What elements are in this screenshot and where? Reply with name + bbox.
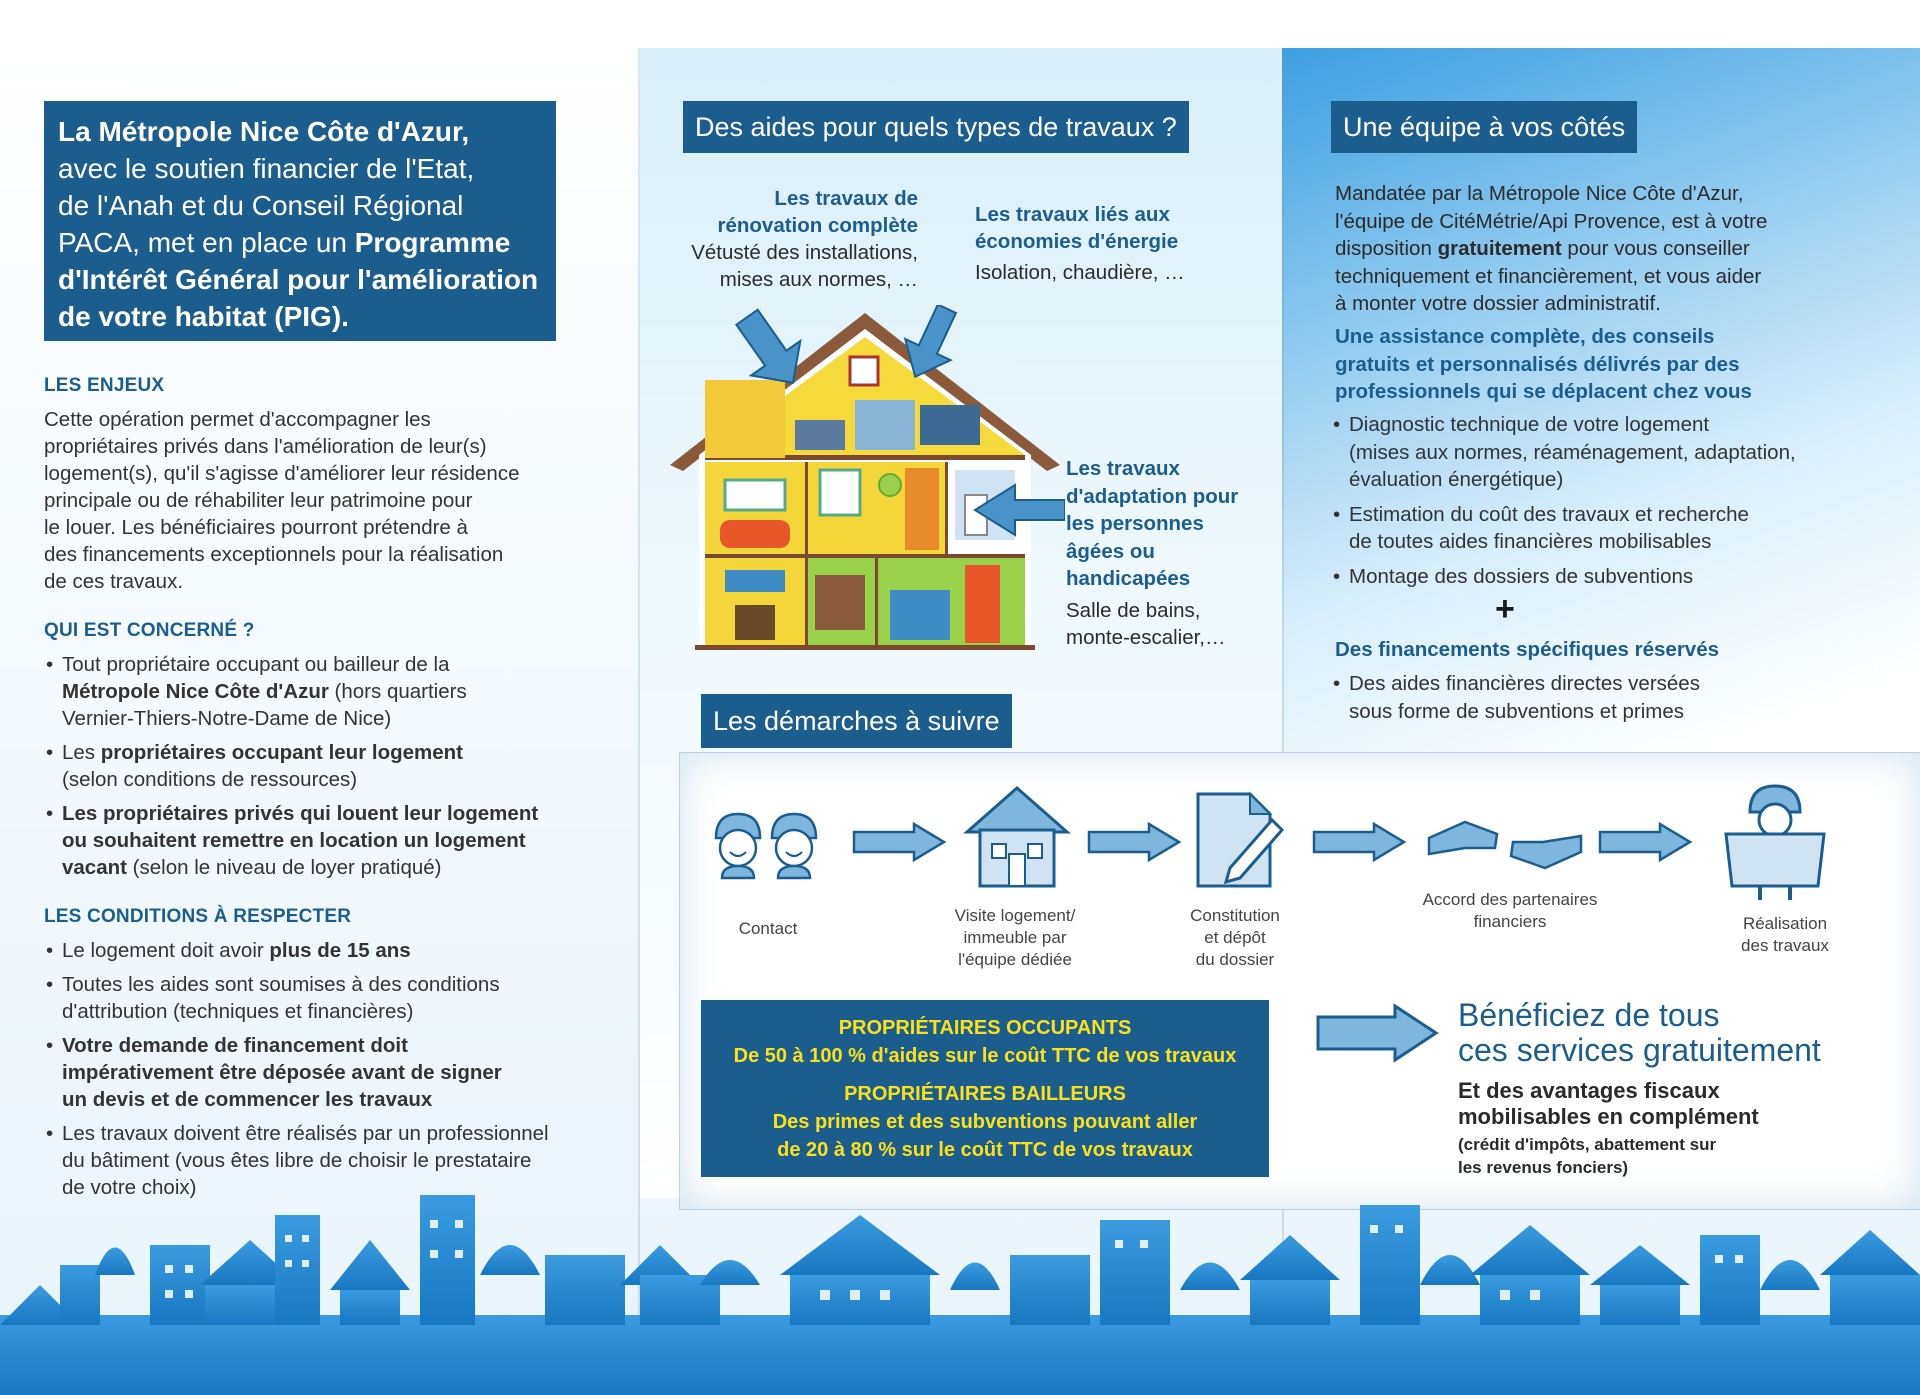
equipe-line-bold: gratuitement: [1437, 237, 1562, 260]
list-line: • Montage des dossiers de subventions: [1349, 564, 1694, 588]
list-line: • Tout propriétaire occupant ou bailleur de la: [62, 653, 450, 676]
plus-sign: +: [1495, 590, 1515, 628]
list-item: [44, 1120, 624, 1201]
list-item: [1331, 411, 1901, 494]
energie-title: économies d'énergie: [975, 230, 1179, 253]
list-item: [44, 1032, 624, 1113]
assistance-line: gratuits et personnalisés délivrés par des: [1335, 352, 1740, 376]
list-line-bold: Votre demande de financement doit: [62, 1034, 408, 1057]
aides-occupants-text: De 50 à 100 % d'aides sur le coût TTC de vos travaux: [733, 1045, 1237, 1067]
list-line: du bâtiment (vous êtes libre de choisir le prestataire: [62, 1149, 532, 1172]
fold-line: [638, 48, 640, 1395]
adaptation-title: les personnes: [1066, 512, 1204, 535]
list-item: [1331, 563, 1901, 591]
assistance-list: [1331, 411, 1901, 597]
aides-bailleurs-title: PROPRIÉTAIRES BAILLEURS: [844, 1083, 1126, 1105]
arrow-icon: [852, 822, 947, 862]
list-item: [44, 937, 624, 964]
energie-title: Les travaux liés aux: [975, 203, 1170, 226]
list-line: Les: [62, 741, 101, 764]
step-realisation-label: [1720, 913, 1850, 957]
enjeux-line: propriétaires privés dans l'amélioration de leur(s): [44, 435, 487, 458]
list-line-bold: impérativement être déposée avant de signer: [62, 1061, 502, 1084]
enjeux-line: le louer. Les bénéficiaires pourront prétendre à: [44, 516, 468, 539]
arrow-icon: [1087, 822, 1182, 862]
enjeux-paragraph: [44, 406, 604, 595]
list-line: de toutes aides financières mobilisables: [1349, 530, 1712, 553]
equipe-line: disposition: [1335, 237, 1438, 260]
intro-box: [44, 101, 556, 341]
list-line: • Diagnostic technique de votre logement: [1349, 413, 1710, 436]
renovation-block: [650, 185, 918, 293]
list-item: [1331, 501, 1901, 556]
demarches-header: Les démarches à suivre: [701, 694, 1012, 748]
list-line-bold: propriétaires occupant leur logement: [100, 741, 463, 764]
financements-list: [1331, 670, 1891, 732]
benefits-sub-line: mobilisables en complément: [1458, 1104, 1759, 1129]
list-line: de votre choix): [62, 1176, 197, 1199]
list-item: [44, 651, 614, 732]
list-item: [44, 800, 614, 881]
benefits-sub: [1458, 1078, 1759, 1130]
list-line: (hors quartiers: [328, 680, 467, 703]
list-line-bold: plus de 15 ans: [269, 939, 411, 962]
list-line-bold: ou souhaitent remettre en location un logement: [62, 829, 526, 852]
adaptation-title: handicapées: [1066, 567, 1191, 590]
adaptation-title: âgées ou: [1066, 539, 1155, 563]
equipe-line: techniquement et financièrement, et vous aider: [1335, 264, 1762, 288]
list-line-bold: un devis et de commencer les travaux: [62, 1088, 433, 1111]
intro-line: de l'Anah et du Conseil Régional: [58, 190, 464, 221]
adaptation-title: d'adaptation pour: [1066, 484, 1239, 508]
list-line: Vernier-Thiers-Notre-Dame de Nice): [62, 707, 392, 730]
document-icon: [1190, 790, 1285, 890]
step-contact-label: Contact: [738, 919, 798, 938]
step-realisation-line: Réalisation: [1742, 914, 1828, 933]
benefits-note-line: (crédit d'impôts, abattement sur: [1458, 1135, 1717, 1154]
list-line: (selon conditions de ressources): [62, 768, 358, 791]
equipe-line: Mandatée par la Métropole Nice Côte d'Azur,: [1335, 182, 1744, 205]
conditions-list: [44, 937, 624, 1208]
handshake-icon: [1425, 808, 1585, 878]
list-line: (mises aux normes, réaménagement, adaptation,: [1349, 440, 1796, 464]
arrow-icon: [1598, 822, 1693, 862]
adaptation-desc: Salle de bains,: [1066, 598, 1201, 622]
list-line: (selon le niveau de loyer pratiqué): [126, 856, 442, 879]
big-arrow-icon: [1315, 1003, 1440, 1063]
conditions-heading: LES CONDITIONS À RESPECTER: [44, 906, 352, 927]
house-illustration: [665, 305, 1065, 650]
step-constitution-label: [1170, 905, 1300, 971]
energie-block: [975, 201, 1265, 286]
list-line-bold: Les propriétaires privés qui louent leur logement: [62, 802, 539, 825]
financements-heading: Des financements spécifiques réservés: [1335, 638, 1719, 661]
list-line-bold: vacant: [62, 856, 127, 879]
step-visite-line: immeuble par: [963, 928, 1067, 947]
energie-desc: Isolation, chaudière, …: [975, 261, 1185, 284]
concerne-list: [44, 651, 614, 888]
intro-line: PACA, met en place un: [58, 227, 355, 258]
house-visit-icon: [962, 782, 1072, 892]
enjeux-line: logement(s), qu'il s'agisse d'améliorer leur résidence: [44, 462, 520, 485]
enjeux-line: principale ou de réhabiliter leur patrimoine pour: [44, 489, 473, 512]
list-item: [44, 739, 614, 793]
aides-box: [701, 1000, 1269, 1177]
step-accord-line: Accord des partenaires: [1422, 890, 1598, 909]
intro-line: avec le soutien financier de l'Etat,: [58, 153, 475, 184]
renovation-title: Les travaux de: [774, 187, 918, 210]
list-line: • Les travaux doivent être réalisés par un professionnel: [62, 1122, 549, 1145]
step-accord-label: [1395, 889, 1625, 933]
step-realisation-line: des travaux: [1741, 936, 1829, 955]
list-line: Le logement doit avoir: [62, 939, 270, 962]
step-constitution-line: et dépôt: [1204, 928, 1266, 947]
list-line: • Toutes les aides sont soumises à des conditions: [62, 973, 500, 996]
types-travaux-header: Des aides pour quels types de travaux ?: [683, 101, 1189, 153]
list-line-bold: Métropole Nice Côte d'Azur: [62, 680, 329, 703]
step-visite-line: Visite logement/: [954, 906, 1076, 925]
equipe-line: à monter votre dossier administratif.: [1335, 292, 1661, 315]
arrow-icon: [1312, 822, 1407, 862]
equipe-intro: [1335, 180, 1895, 318]
intro-line: La Métropole Nice Côte d'Azur,: [58, 116, 470, 147]
adaptation-block: [1066, 455, 1286, 652]
workers-icon: [710, 808, 825, 880]
benefits-note-line: les revenus fonciers): [1458, 1158, 1629, 1177]
list-line: d'attribution (techniques et financières): [62, 1000, 414, 1023]
worker-plan-icon: [1720, 782, 1830, 904]
assistance-line: Une assistance complète, des conseils: [1335, 325, 1715, 348]
aides-bailleurs-text: de 20 à 80 % sur le coût TTC de vos travaux: [777, 1139, 1193, 1161]
step-accord-line: financiers: [1473, 912, 1547, 931]
adaptation-desc: monte-escalier,…: [1066, 626, 1226, 649]
step-visite-line: l'équipe dédiée: [958, 950, 1072, 969]
renovation-title: rénovation complète: [717, 214, 918, 237]
concerne-heading: QUI EST CONCERNÉ ?: [44, 620, 255, 641]
step-visite-label: [915, 905, 1115, 971]
list-line: • Des aides financières directes versées: [1349, 672, 1700, 695]
step-constitution-line: Constitution: [1190, 906, 1280, 925]
benefits-heading-line: Bénéficiez de tous: [1458, 997, 1720, 1033]
assistance-heading: [1335, 323, 1895, 406]
renovation-desc: Vétusté des installations,: [691, 241, 918, 264]
benefits-note: [1458, 1133, 1716, 1179]
list-line: sous forme de subventions et primes: [1349, 699, 1684, 723]
renovation-desc: mises aux normes, …: [719, 268, 918, 291]
equipe-line: pour vous conseiller: [1561, 237, 1750, 260]
equipe-line: l'équipe de CitéMétrie/Api Provence, est à votre: [1335, 209, 1768, 233]
list-line: évaluation énergétique): [1349, 468, 1564, 491]
aides-bailleurs-text: Des primes et des subventions pouvant aller: [772, 1111, 1198, 1133]
step-constitution-line: du dossier: [1195, 950, 1275, 969]
benefits-heading: [1458, 998, 1821, 1068]
enjeux-line: des financements exceptionnels pour la réalisation: [44, 543, 504, 566]
assistance-line: professionnels qui se déplacent chez vous: [1335, 380, 1752, 403]
intro-line-bold: d'Intérêt Général pour l'amélioration: [58, 264, 539, 295]
enjeux-heading: LES ENJEUX: [44, 375, 165, 396]
city-skyline-illustration: [0, 1195, 1920, 1395]
intro-line-bold: Programme: [354, 227, 511, 258]
enjeux-line: de ces travaux.: [44, 570, 184, 593]
aides-occupants-title: PROPRIÉTAIRES OCCUPANTS: [838, 1017, 1132, 1039]
intro-line-bold: de votre habitat (PIG).: [58, 301, 349, 332]
enjeux-line: Cette opération permet d'accompagner les: [44, 408, 431, 431]
equipe-header: Une équipe à vos côtés: [1331, 101, 1637, 153]
benefits-heading-line: ces services gratuitement: [1458, 1032, 1821, 1068]
benefits-sub-line: Et des avantages fiscaux: [1458, 1078, 1720, 1103]
list-item: [1331, 670, 1891, 725]
list-item: [44, 971, 624, 1025]
adaptation-title: Les travaux: [1066, 457, 1180, 480]
list-line: • Estimation du coût des travaux et recherche: [1349, 502, 1749, 526]
